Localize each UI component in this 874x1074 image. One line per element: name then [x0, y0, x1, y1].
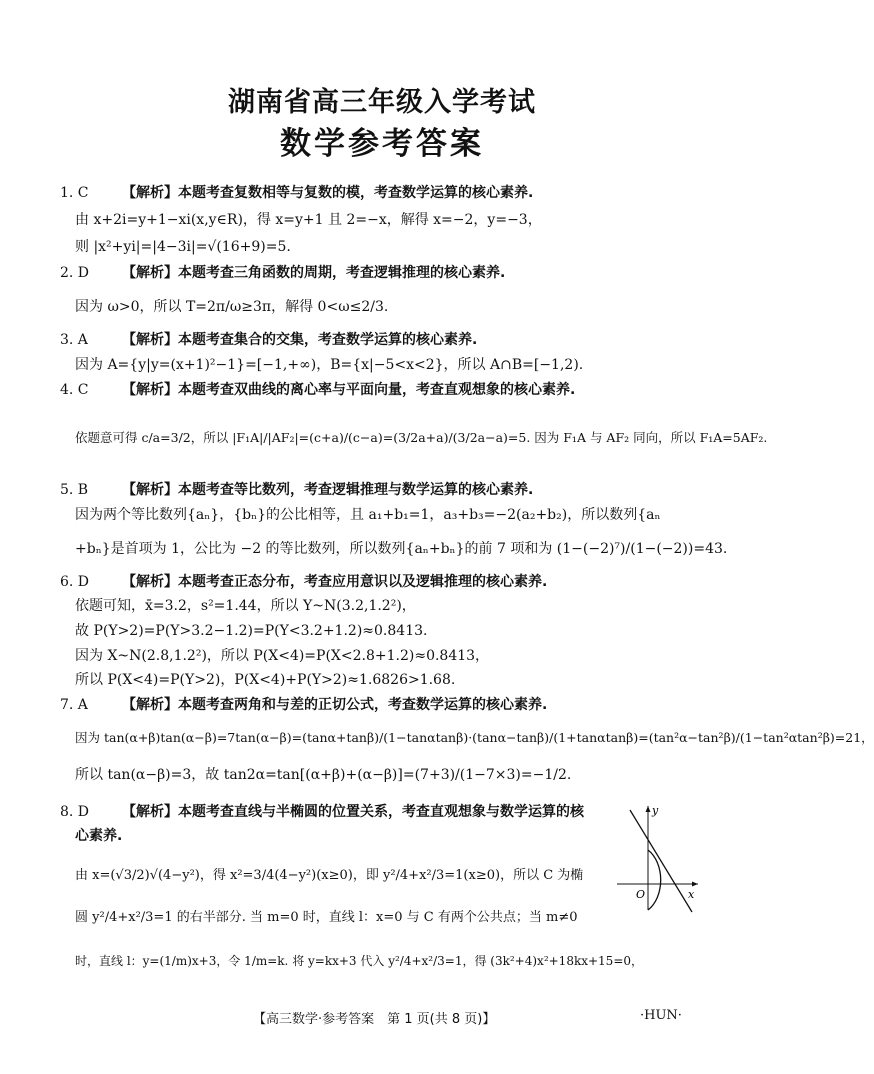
y-label: y	[652, 804, 659, 817]
half-ellipse-curve	[648, 850, 661, 910]
x-label: x	[688, 888, 695, 901]
q4-number: 4. C	[60, 382, 89, 398]
q6-topic: 本题考查正态分布，考查应用意识以及逻辑推理的核心素养.	[178, 574, 548, 590]
q6-line-1: 依题可知，x̄=3.2，s²=1.44，所以 Y~N(3.2,1.2²)，	[75, 598, 416, 614]
q8-line-3: 时，直线 l：y=(1/m)x+3，令 1/m=k. 将 y=kx+3 代入 y²/4+x²/3=1，得 (3k²+4)x²+18kx+15=0，	[75, 954, 644, 968]
q2-tag: 【解析】	[122, 265, 178, 281]
q5-topic: 本题考查等比数列，考查逻辑推理与数学运算的核心素养.	[178, 482, 534, 498]
q4-line-1: 依题意可得 c/a=3/2，所以 |F₁A|/|AF₂|=(c+a)/(c−a)=(3/2a+a)/(3/2a−a)=5. 因为 F₁A 与 AF₂ 同向，所以 F₁A=5AF₂.	[75, 430, 768, 445]
q1-number: 1. C	[60, 185, 89, 201]
q2-line-1: 因为 ω>0，所以 T=2π/ω≥3π，解得 0<ω≤2/3.	[75, 299, 389, 315]
q2-header	[60, 264, 505, 282]
q3-number: 3. A	[60, 332, 88, 348]
q7-line-2: 所以 tan(α−β)=3，故 tan2α=tan[(α+β)+(α−β)]=(7+3)/(1−7×3)=−1/2.	[75, 767, 572, 783]
q1-tag: 【解析】	[122, 185, 178, 201]
q1-topic: 本题考查复数相等与复数的模，考查数学运算的核心素养.	[178, 185, 534, 201]
q8-topic-2: 心素养.	[75, 828, 123, 844]
q6-line-3: 因为 X~N(2.8,1.2²)，所以 P(X<4)=P(X<2.8+1.2)≈0.8413，	[75, 648, 490, 664]
q5-line-1: 因为两个等比数列{aₙ}，{bₙ}的公比相等，且 a₁+b₁=1，a₃+b₃=−2(a₂+b₂)，所以数列{aₙ	[75, 507, 661, 523]
q3-topic: 本题考查集合的交集，考查数学运算的核心素养.	[178, 332, 478, 348]
q8-number: 8. D	[60, 804, 90, 820]
q8-line-2: 圆 y²/4+x²/3=1 的右半部分. 当 m=0 时，直线 l：x=0 与 C 有两个公共点；当 m≠0	[75, 910, 578, 925]
q7-header	[60, 696, 547, 714]
footer-code: ·HUN·	[640, 1008, 682, 1023]
q6-line-4: 所以 P(X<4)=P(Y>2)，P(X<4)+P(Y>2)≈1.6826>1.68.	[75, 672, 456, 688]
page-footer: 【高三数学·参考答案 第 1 页(共 8 页)】	[253, 1012, 496, 1027]
q7-line-1: 因为 tan(α+β)tan(α−β)=7tan(α−β)=(tanα+tanβ)/(1−tanαtanβ)·(tanα−tanβ)/(1+tanαtanβ)=(tan²α−tan²β)/(1−tan²αtan²β)=21，	[75, 730, 874, 745]
q2-number: 2. D	[60, 265, 90, 281]
q8-topic: 本题考查直线与半椭圆的位置关系，考查直观想象与数学运算的核	[178, 804, 584, 820]
q6-header	[60, 573, 547, 591]
q8-tag: 【解析】	[122, 804, 178, 820]
q6-line-2: 故 P(Y>2)=P(Y>3.2−1.2)=P(Y<3.2+1.2)≈0.8413.	[75, 623, 428, 639]
x-axis-arrow	[692, 882, 698, 887]
q1-line-2: 则 |x²+yi|=|4−3i|=√(16+9)=5.	[75, 239, 291, 255]
q6-tag: 【解析】	[122, 574, 178, 590]
y-axis-arrow	[646, 806, 651, 812]
title-line-2: 数学参考答案	[280, 126, 484, 162]
q7-number: 7. A	[60, 697, 88, 713]
q3-tag: 【解析】	[122, 332, 178, 348]
ellipse-figure	[612, 802, 702, 912]
q1-line-1: 由 x+2i=y+1−xi(x,y∈R)，得 x=y+1 且 2=−x，解得 x=−2，y=−3，	[75, 212, 542, 228]
q4-tag: 【解析】	[122, 382, 178, 398]
q5-header	[60, 481, 533, 499]
q8-header	[60, 803, 584, 821]
q1-header	[60, 184, 533, 202]
q3-header	[60, 331, 477, 349]
q6-number: 6. D	[60, 574, 90, 590]
q5-number: 5. B	[60, 482, 89, 498]
origin-label: O	[636, 888, 646, 901]
q7-topic: 本题考查两角和与差的正切公式，考查数学运算的核心素养.	[178, 697, 548, 713]
q5-line-2: +bₙ}是首项为 1，公比为 −2 的等比数列，所以数列{aₙ+bₙ}的前 7 项和为 (1−(−2)⁷)/(1−(−2))=43.	[75, 541, 728, 557]
q2-topic: 本题考查三角函数的周期，考查逻辑推理的核心素养.	[178, 265, 506, 281]
q5-tag: 【解析】	[122, 482, 178, 498]
title-line-1: 湖南省高三年级入学考试	[228, 87, 536, 118]
q7-tag: 【解析】	[122, 697, 178, 713]
q8-line-1: 由 x=(√3/2)√(4−y²)，得 x²=3/4(4−y²)(x≥0)，即 y²/4+x²/3=1(x≥0)，所以 C 为椭	[75, 868, 584, 883]
q4-header	[60, 381, 575, 399]
q8-topic-cont	[75, 827, 122, 845]
q4-topic: 本题考查双曲线的离心率与平面向量，考查直观想象的核心素养.	[178, 382, 576, 398]
q3-line-1: 因为 A={y|y=(x+1)²−1}=[−1,+∞)，B={x|−5<x<2}，所以 A∩B=[−1,2).	[75, 357, 584, 373]
